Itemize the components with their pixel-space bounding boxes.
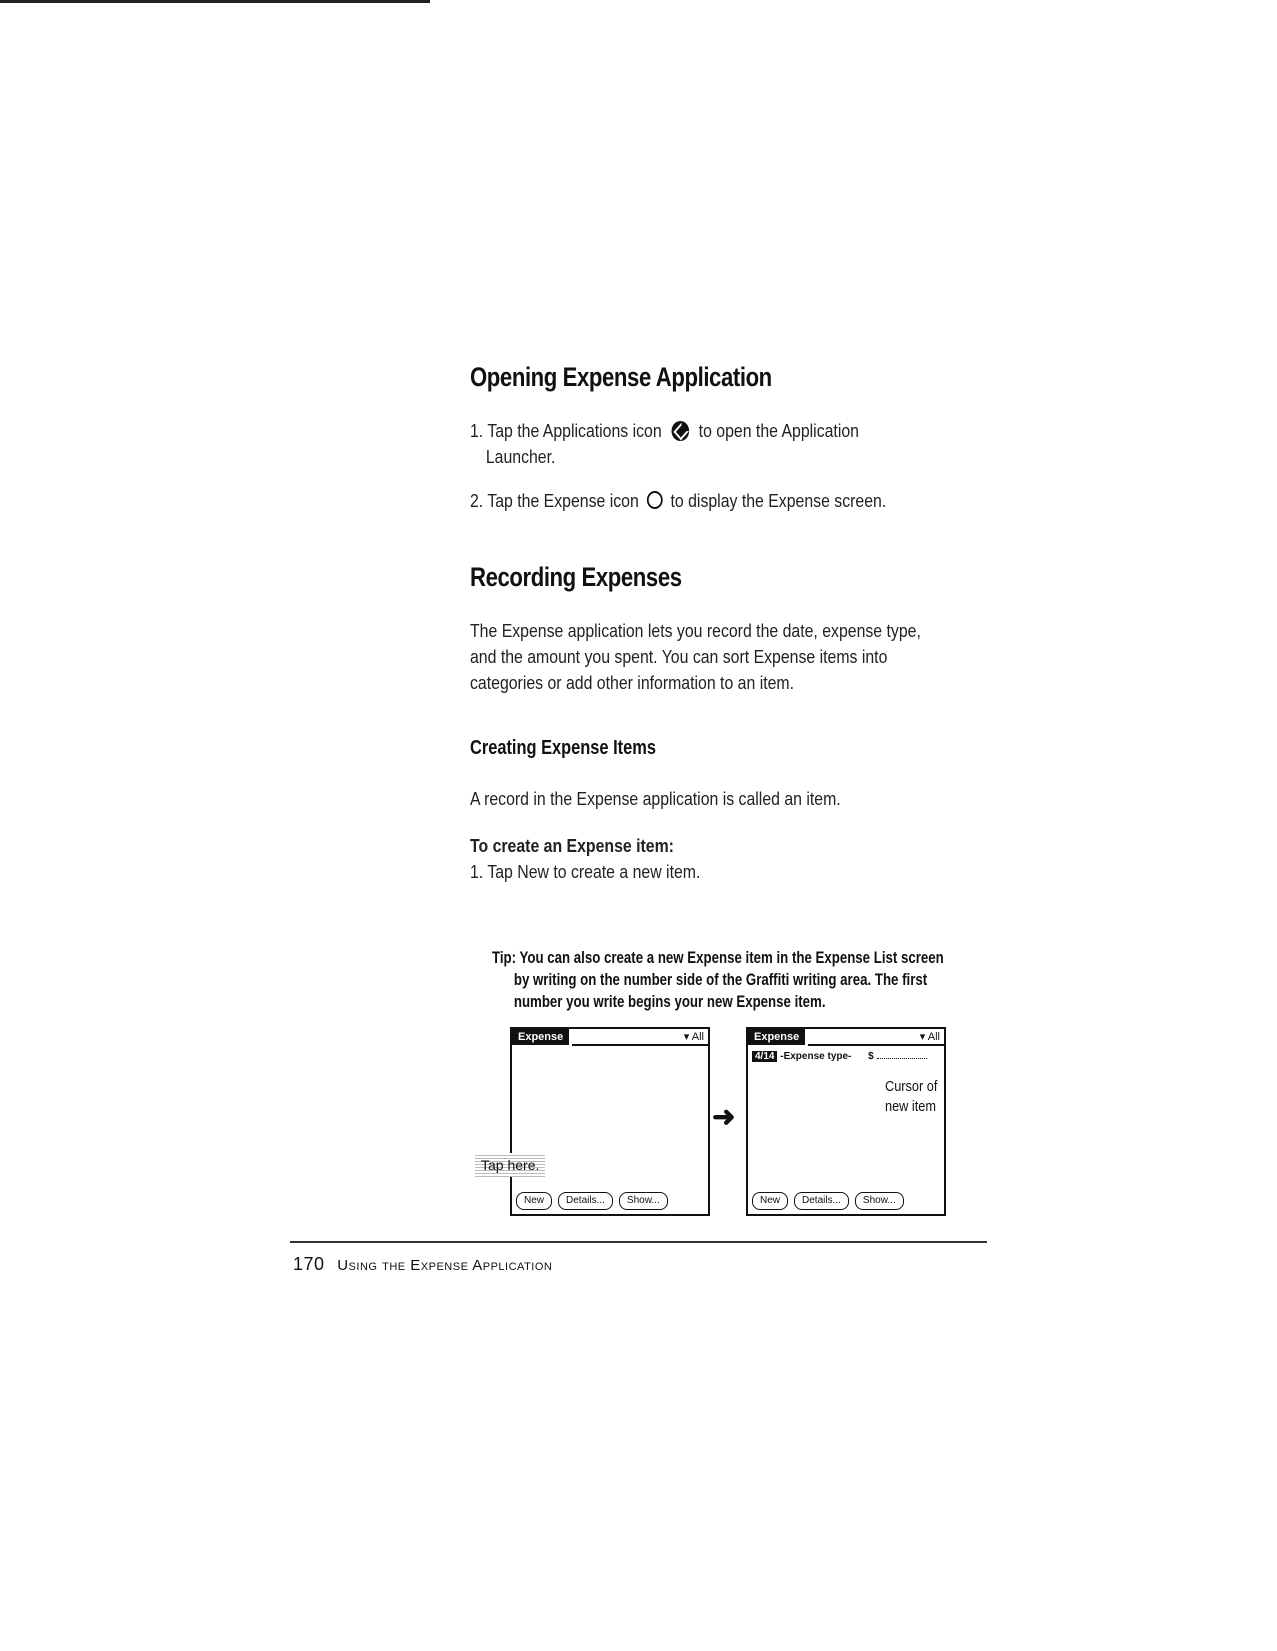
cursor-callout xyxy=(885,1077,937,1117)
step1-text-b: to open the Application xyxy=(698,421,859,441)
tip-block xyxy=(492,947,944,1013)
tip-label: Tip: xyxy=(492,948,517,967)
page-footer xyxy=(293,1254,552,1275)
para-line: The Expense application lets you record the date, expense type, xyxy=(470,621,921,641)
step2-text-a: 2. Tap the Expense icon xyxy=(470,491,639,511)
procedure-step-1: 1. Tap New to create a new item. xyxy=(470,862,701,882)
new-button[interactable]: New xyxy=(752,1192,788,1210)
step1-text-c: Launcher. xyxy=(485,447,556,467)
para-line: categories or add other information to an item. xyxy=(470,673,795,693)
screen-title: Expense xyxy=(512,1029,569,1045)
amount-field[interactable] xyxy=(877,1058,927,1059)
details-button[interactable]: Details... xyxy=(558,1192,613,1210)
opening-step-1 xyxy=(470,418,859,470)
step2-text-b: to display the Expense screen. xyxy=(670,491,887,511)
expense-list-screen xyxy=(510,1027,710,1216)
cursor-note-line: Cursor of xyxy=(885,1078,938,1095)
applications-icon xyxy=(671,421,689,441)
procedure-title: To create an Expense item: xyxy=(470,836,674,856)
step1-text-a: 1. Tap the Applications icon xyxy=(470,421,662,441)
page-number: 170 xyxy=(293,1254,325,1274)
running-title: Using the Expense Application xyxy=(337,1257,553,1274)
button-row xyxy=(516,1192,668,1210)
heading-creating-items: Creating Expense Items xyxy=(470,737,656,759)
show-button[interactable]: Show... xyxy=(855,1192,904,1210)
category-picker[interactable]: ▾ All xyxy=(919,1031,940,1043)
tip-line: number you write begins your new Expense item. xyxy=(513,992,826,1011)
category-picker[interactable]: ▾ All xyxy=(683,1031,704,1043)
row-currency: $ xyxy=(868,1051,874,1062)
row-date[interactable]: 4/14 xyxy=(752,1051,777,1062)
title-underline xyxy=(572,1044,708,1046)
expense-icon xyxy=(647,491,663,509)
tip-line: by writing on the number side of the Graffiti writing area. The first xyxy=(513,970,928,989)
tap-here-text: Tap here. xyxy=(475,1153,545,1177)
para-line: and the amount you spent. You can sort Expense items into xyxy=(470,647,888,667)
expense-new-item-screen xyxy=(746,1027,946,1216)
new-expense-row[interactable] xyxy=(752,1051,927,1062)
show-button[interactable]: Show... xyxy=(619,1192,668,1210)
opening-step-2 xyxy=(470,488,886,514)
details-button[interactable]: Details... xyxy=(794,1192,849,1210)
heading-recording-expenses: Recording Expenses xyxy=(470,562,682,592)
scan-top-edge xyxy=(0,0,430,3)
button-row xyxy=(752,1192,904,1210)
tap-here-callout xyxy=(475,1157,545,1173)
creating-intro: A record in the Expense application is called an item. xyxy=(470,789,841,809)
heading-opening-expense: Opening Expense Application xyxy=(470,362,772,392)
screen-title: Expense xyxy=(748,1029,805,1045)
cursor-note-line: new item xyxy=(885,1098,937,1115)
tip-line: You can also create a new Expense item in the Expense List screen xyxy=(519,948,944,967)
arrow-icon: ➜ xyxy=(712,1101,736,1132)
row-expense-type[interactable]: -Expense type- xyxy=(780,1051,852,1062)
title-underline xyxy=(808,1044,944,1046)
footer-rule xyxy=(290,1241,987,1243)
new-button[interactable]: New xyxy=(516,1192,552,1210)
recording-paragraph xyxy=(470,618,921,696)
